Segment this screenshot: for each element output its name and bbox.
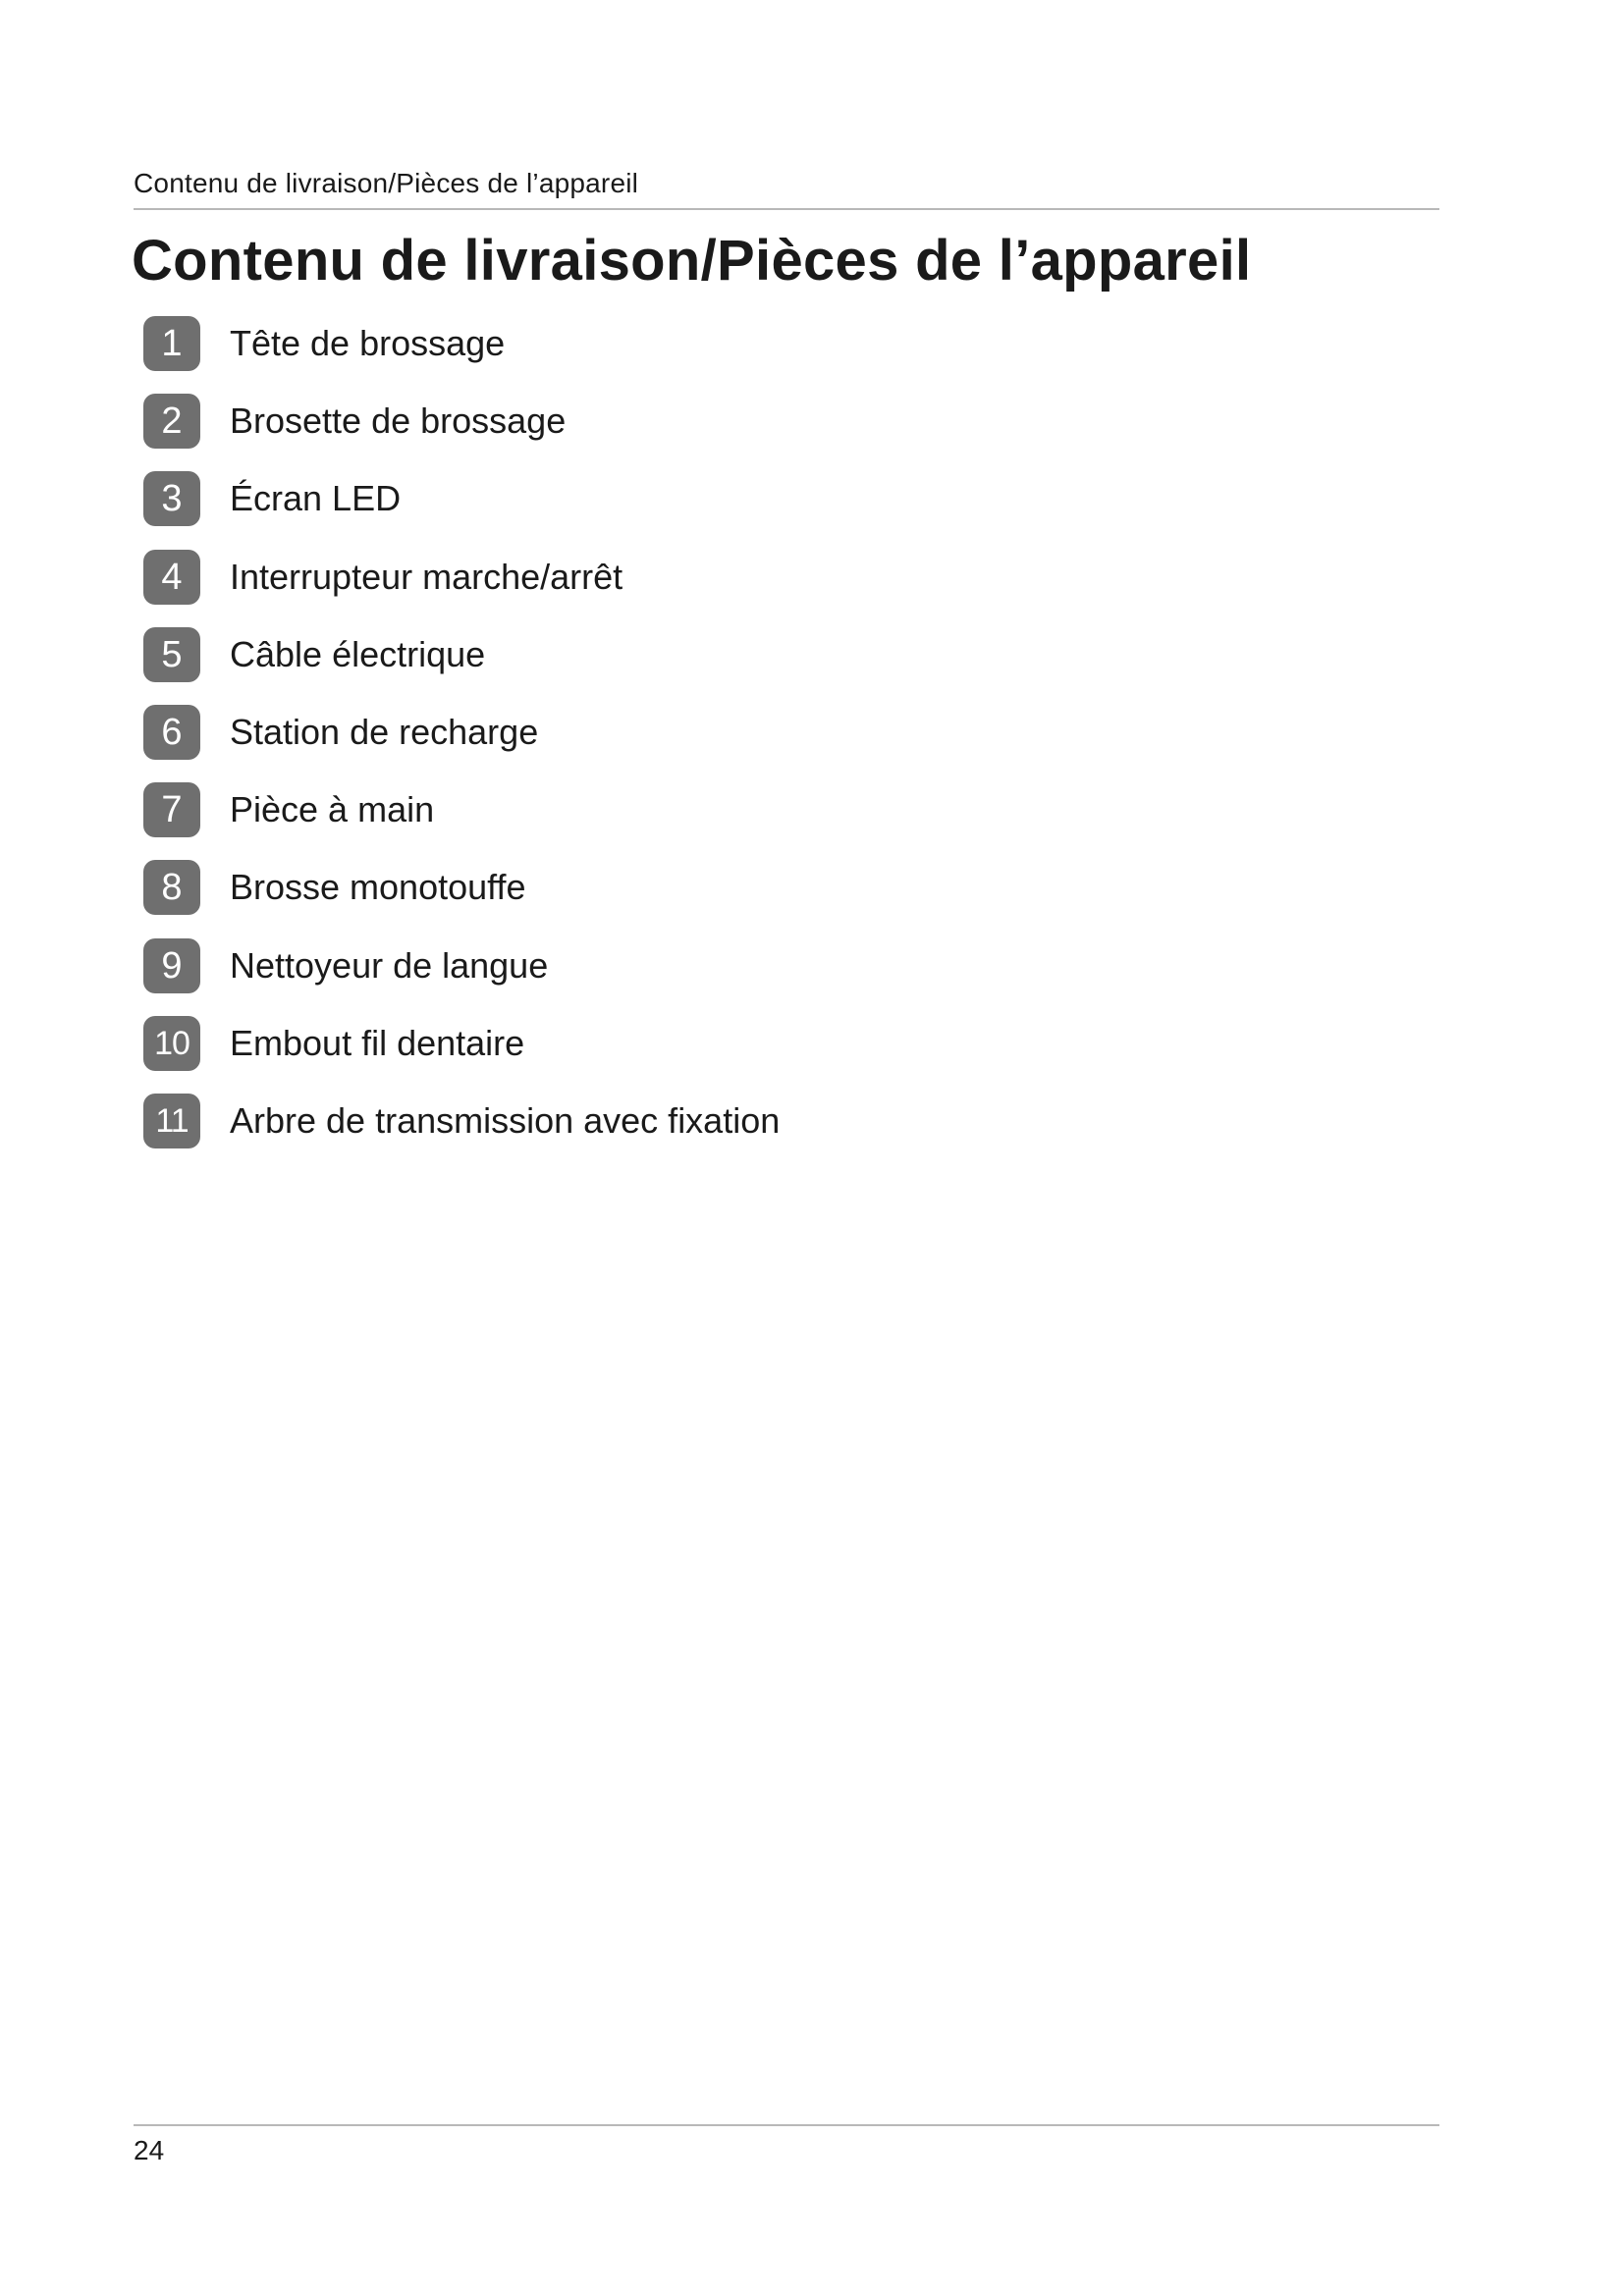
- list-item: [143, 627, 780, 682]
- part-label: Écran LED: [230, 478, 402, 519]
- part-label: Nettoyeur de langue: [230, 944, 549, 986]
- list-item: [143, 316, 780, 371]
- list-item: [143, 860, 780, 915]
- part-number-badge: 6: [143, 705, 200, 760]
- list-item: [143, 938, 780, 993]
- part-number-badge: 2: [143, 394, 200, 449]
- list-item: [143, 705, 780, 760]
- part-label: Station de recharge: [230, 711, 539, 752]
- list-item: [143, 394, 780, 449]
- footer-divider: [134, 2124, 1439, 2126]
- part-number-badge: 7: [143, 782, 200, 837]
- part-number-badge: 10: [143, 1016, 200, 1071]
- part-label: Arbre de transmission avec fixation: [230, 1099, 781, 1141]
- list-item: [143, 782, 780, 837]
- part-number-badge: 8: [143, 860, 200, 915]
- list-item: [143, 1016, 780, 1071]
- part-number-badge: 1: [143, 316, 200, 371]
- page-title: Contenu de livraison/Pièces de l’appareil: [132, 229, 1252, 293]
- part-label: Câble électrique: [230, 633, 486, 674]
- part-number-badge: 11: [143, 1094, 200, 1148]
- list-item: [143, 550, 780, 605]
- part-number-badge: 9: [143, 938, 200, 993]
- part-number-badge: 4: [143, 550, 200, 605]
- part-label: Tête de brossage: [230, 323, 506, 363]
- list-item: [143, 471, 780, 526]
- part-label: Embout fil dentaire: [230, 1022, 525, 1063]
- list-item: [143, 1094, 780, 1148]
- header-divider: [134, 208, 1439, 210]
- part-number-badge: 3: [143, 471, 200, 526]
- running-header: Contenu de livraison/Pièces de l’appareil: [134, 168, 639, 198]
- part-number-badge: 5: [143, 627, 200, 682]
- part-label: Brosette de brossage: [230, 400, 567, 442]
- parts-list: [143, 316, 780, 1171]
- page-number: 24: [134, 2135, 165, 2165]
- part-label: Pièce à main: [230, 789, 435, 830]
- part-label: Interrupteur marche/arrêt: [230, 556, 623, 597]
- part-label: Brosse monotouffe: [230, 867, 526, 908]
